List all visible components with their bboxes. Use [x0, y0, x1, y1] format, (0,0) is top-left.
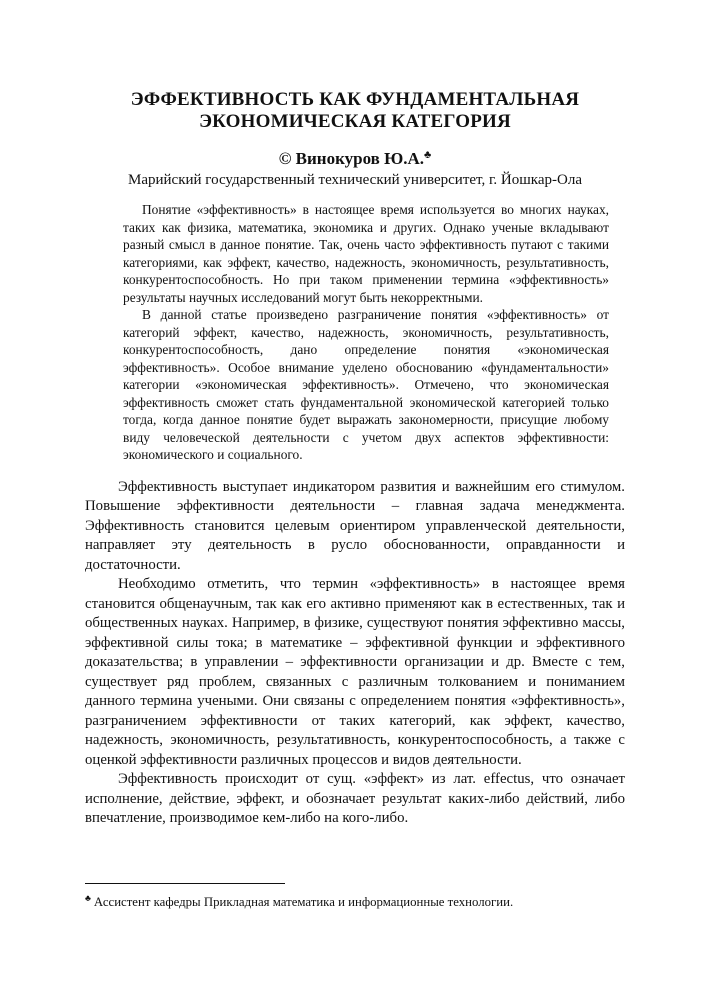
footnote-text: Ассистент кафедры Прикладная математика и информационные технологии.	[93, 895, 514, 909]
footnote-line	[85, 894, 625, 910]
author-line	[85, 148, 625, 170]
paper-title	[85, 89, 625, 133]
club-footnote-mark-icon: ♣	[85, 893, 91, 903]
footnote-separator	[85, 883, 285, 884]
paper-title-line-1: ЭФФЕКТИВНОСТЬ КАК ФУНДАМЕНТАЛЬНАЯ	[130, 89, 580, 110]
body-paragraph-3: Эффективность происходит от сущ. «эффект» из лат. effectus, что означает исполнение, действие, эффект, и обозначает результат каких-либо действий, либо впечатление, производимое кем-либо на кого-либо.	[85, 771, 625, 826]
abstract-paragraph-2: В данной статье произведено разграничение понятия «эффективность» от категорий эффект, качество, надежность, экономичность, результативность, конкурентоспособность, дано определение понятия «экономическая эффективность». Особое внимание уделено обоснованию «фундаментальности» категории «экономическая эффективность». Отмечено, что экономическая эффективность сможет стать фундаментальной экономической категорией только тогда, когда данное понятие будет выражать закономерности, присущие любому виду человеческой деятельности с учетом двух аспектов эффективности: экономического и социального.	[123, 307, 609, 462]
paper-title-line-2: ЭКОНОМИЧЕСКАЯ КАТЕГОРИЯ	[199, 111, 511, 132]
affiliation-line: Марийский государственный технический университет, г. Йошкар-Ола	[128, 172, 582, 188]
body-paragraph-2: Необходимо отметить, что термин «эффективность» в настоящее время становится общенаучным, так как его активно применяют как в естественных, так и общественных науках. Например, в физике, существуют понятия эффективно массы, эффективной силы тока; в математике – эффективной функции и эффективного доказательства; в управлении – эффективности организации и др. Вместе с тем, существует ряд проблем, связанных с различным толкованием и пониманием данного термина учеными. Они связаны с определением понятия «эффективность», разграничением эффективности от таких категорий, как эффект, качество, надежность, экономичность, результативность, конкурентоспособность, а также с оценкой эффективности различных процессов и видов деятельности.	[85, 576, 625, 768]
abstract-block	[123, 201, 609, 464]
body-paragraph-1: Эффективность выступает индикатором развития и важнейшим его стимулом. Повышение эффективности деятельности – главная задача менеджмента. Эффективность становится целевым ориентиром управленческой деятельности, направляет эту деятельность в русло обоснованности, оправданности и достаточности.	[85, 478, 625, 573]
article-body	[85, 478, 625, 829]
author-name: © Винокуров Ю.А.	[278, 149, 425, 168]
club-footnote-mark-icon: ♣	[424, 149, 432, 161]
abstract-paragraph-1: Понятие «эффективность» в настоящее время используется во многих науках, таких как физика, математика, экономика и других. Однако ученые вкладывают разный смысл в данное понятие. Так, очень часто эффективность путают с такими категориями, как эффект, качество, надежность, экономичность, результативность, конкурентоспособность. Но при таком применении термина «эффективность» результаты научных исследований могут быть некорректными.	[123, 202, 609, 305]
footnote-area	[85, 883, 625, 910]
